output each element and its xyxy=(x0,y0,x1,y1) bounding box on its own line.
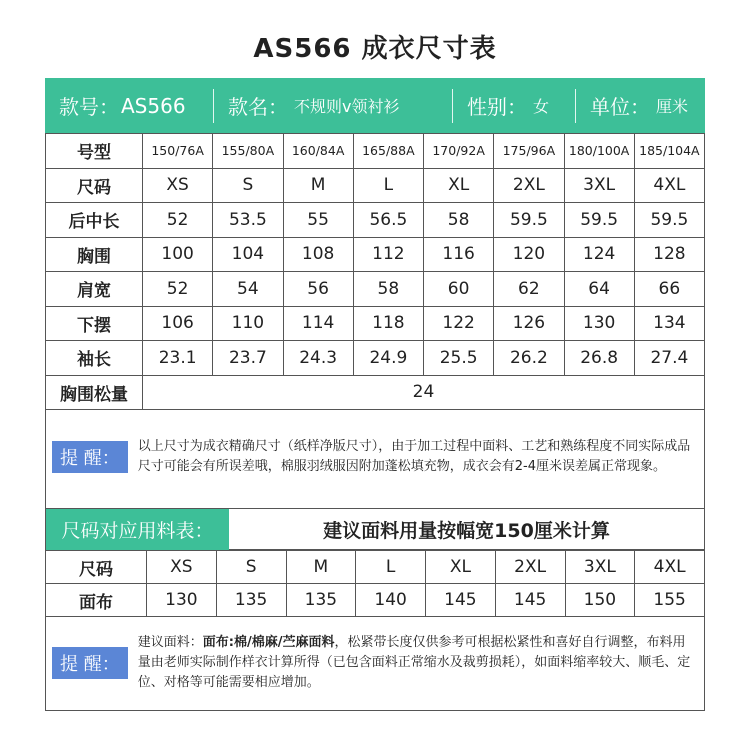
table-cell: 58 xyxy=(353,272,423,307)
table-cell: 155/80A xyxy=(213,134,283,169)
table-row xyxy=(46,272,705,307)
table-cell: 56.5 xyxy=(353,203,423,238)
row-header: 下摆 xyxy=(46,306,143,341)
reminder-text xyxy=(128,633,704,693)
table-cell: 130 xyxy=(564,306,634,341)
table-cell: 145 xyxy=(495,584,565,617)
table-row xyxy=(46,584,705,617)
table-cell: 116 xyxy=(424,237,494,272)
table-cell: XS xyxy=(143,168,213,203)
table-cell: 25.5 xyxy=(424,341,494,376)
style-name-value: 不规则v领衬衫 xyxy=(294,97,400,116)
table-cell: XS xyxy=(147,551,217,584)
table-cell: 66 xyxy=(634,272,704,307)
table-cell: 3XL xyxy=(565,551,635,584)
style-number-value: AS566 xyxy=(121,93,186,118)
table-cell: 150/76A xyxy=(143,134,213,169)
table-cell: 135 xyxy=(286,584,356,617)
table-cell: 100 xyxy=(143,237,213,272)
row-header: 胸围松量 xyxy=(46,375,143,410)
row-header: 胸围 xyxy=(46,237,143,272)
divider xyxy=(575,89,576,123)
reminder-text-rest: ，松紧带长度仅供参考可根据松紧性和喜好自行调整，布料用量由老师实际制作样衣计算所得（已包含面料正常缩水及裁剪损耗），如面料缩率较大、顺毛、定位、对格等可能需要相应增加。 xyxy=(137,635,691,690)
table-cell: 124 xyxy=(564,237,634,272)
table-cell: 126 xyxy=(494,306,564,341)
table-cell: L xyxy=(353,168,423,203)
table-cell: M xyxy=(286,551,356,584)
table-cell: 106 xyxy=(143,306,213,341)
table-cell: 52 xyxy=(143,203,213,238)
row-header: 后中长 xyxy=(46,203,143,238)
fabric-usage-subtitle: 建议面料用量按幅宽150厘米计算 xyxy=(323,519,610,542)
unit xyxy=(576,78,705,133)
table-cell: 2XL xyxy=(495,551,565,584)
style-number xyxy=(45,78,213,133)
table-cell: 54 xyxy=(213,272,283,307)
reminder-note-2 xyxy=(45,616,705,711)
table-row xyxy=(46,306,705,341)
table-cell: 52 xyxy=(143,272,213,307)
reminder-tag: 提 醒： xyxy=(52,441,128,473)
table-cell: S xyxy=(216,551,286,584)
table-cell: XL xyxy=(426,551,496,584)
reminder-text-prefix: 建议面料： xyxy=(137,635,203,650)
table-cell: 160/84A xyxy=(283,134,353,169)
table-cell: 26.2 xyxy=(494,341,564,376)
table-cell: 26.8 xyxy=(564,341,634,376)
table-cell: 180/100A xyxy=(564,134,634,169)
row-header: 尺码 xyxy=(46,168,143,203)
table-cell: 4XL xyxy=(635,551,705,584)
info-header-bar xyxy=(45,78,705,133)
unit-value: 厘米 xyxy=(656,97,689,116)
row-header: 肩宽 xyxy=(46,272,143,307)
table-cell: 135 xyxy=(216,584,286,617)
table-row xyxy=(46,168,705,203)
table-cell: 104 xyxy=(213,237,283,272)
table-cell: 140 xyxy=(356,584,426,617)
table-cell: 55 xyxy=(283,203,353,238)
table-cell: 134 xyxy=(634,306,704,341)
table-cell: 2XL xyxy=(494,168,564,203)
table-row xyxy=(46,134,705,169)
table-cell: 185/104A xyxy=(634,134,704,169)
table-cell: 59.5 xyxy=(634,203,704,238)
table-cell: XL xyxy=(424,168,494,203)
fabric-usage-tag: 尺码对应用料表： xyxy=(46,509,229,550)
unit-label: 单位： xyxy=(590,95,650,119)
style-name-label: 款名： xyxy=(228,95,288,119)
table-cell: 64 xyxy=(564,272,634,307)
gender xyxy=(453,78,575,133)
table-cell: 58 xyxy=(424,203,494,238)
table-cell: M xyxy=(283,168,353,203)
table-cell: 112 xyxy=(353,237,423,272)
table-cell: 62 xyxy=(494,272,564,307)
table-cell: 155 xyxy=(635,584,705,617)
fabric-usage-header xyxy=(45,509,705,550)
table-cell: 108 xyxy=(283,237,353,272)
table-cell: 120 xyxy=(494,237,564,272)
row-header: 尺码 xyxy=(46,551,147,584)
table-row xyxy=(46,551,705,584)
table-row xyxy=(46,375,705,410)
reminder-note-1 xyxy=(45,406,705,509)
table-row xyxy=(46,341,705,376)
table-cell: 118 xyxy=(353,306,423,341)
table-cell: 27.4 xyxy=(634,341,704,376)
table-cell: 53.5 xyxy=(213,203,283,238)
table-cell: 175/96A xyxy=(494,134,564,169)
table-cell: 24.9 xyxy=(353,341,423,376)
table-cell: 23.7 xyxy=(213,341,283,376)
row-header: 面布 xyxy=(46,584,147,617)
table-cell: 122 xyxy=(424,306,494,341)
size-table xyxy=(45,133,705,410)
table-row xyxy=(46,237,705,272)
table-cell: 23.1 xyxy=(143,341,213,376)
gender-value: 女 xyxy=(533,97,550,116)
reminder-text: 以上尺寸为成衣精确尺寸（纸样净版尺寸），由于加工过程中面料、工艺和熟练程度不同实际成品尺寸可能会有所误差哦，棉服羽绒服因附加蓬松填充物，成衣会有2-4厘米误差属正常现象。 xyxy=(137,439,691,474)
reminder-text-fabric: 面布:棉/棉麻/苎麻面料 xyxy=(202,635,335,650)
table-cell: 59.5 xyxy=(564,203,634,238)
table-cell: 170/92A xyxy=(424,134,494,169)
table-cell: 128 xyxy=(634,237,704,272)
table-cell: S xyxy=(213,168,283,203)
page-title: AS566 成衣尺寸表 xyxy=(253,34,497,64)
table-cell: 145 xyxy=(426,584,496,617)
table-cell: 110 xyxy=(213,306,283,341)
table-cell: L xyxy=(356,551,426,584)
row-header: 号型 xyxy=(46,134,143,169)
table-cell: 150 xyxy=(565,584,635,617)
table-cell: 114 xyxy=(283,306,353,341)
table-cell: 60 xyxy=(424,272,494,307)
row-header: 袖长 xyxy=(46,341,143,376)
table-cell: 165/88A xyxy=(353,134,423,169)
style-number-label: 款号： xyxy=(59,95,119,119)
chest-ease-value: 24 xyxy=(143,375,705,410)
table-cell: 3XL xyxy=(564,168,634,203)
table-cell: 59.5 xyxy=(494,203,564,238)
table-cell: 56 xyxy=(283,272,353,307)
divider xyxy=(213,89,214,123)
table-cell: 4XL xyxy=(634,168,704,203)
gender-label: 性别： xyxy=(467,95,527,119)
table-row xyxy=(46,203,705,238)
reminder-tag: 提 醒： xyxy=(52,647,128,679)
table-cell: 130 xyxy=(147,584,217,617)
divider xyxy=(452,89,453,123)
fabric-table xyxy=(45,550,705,617)
style-name xyxy=(214,78,452,133)
table-cell: 24.3 xyxy=(283,341,353,376)
